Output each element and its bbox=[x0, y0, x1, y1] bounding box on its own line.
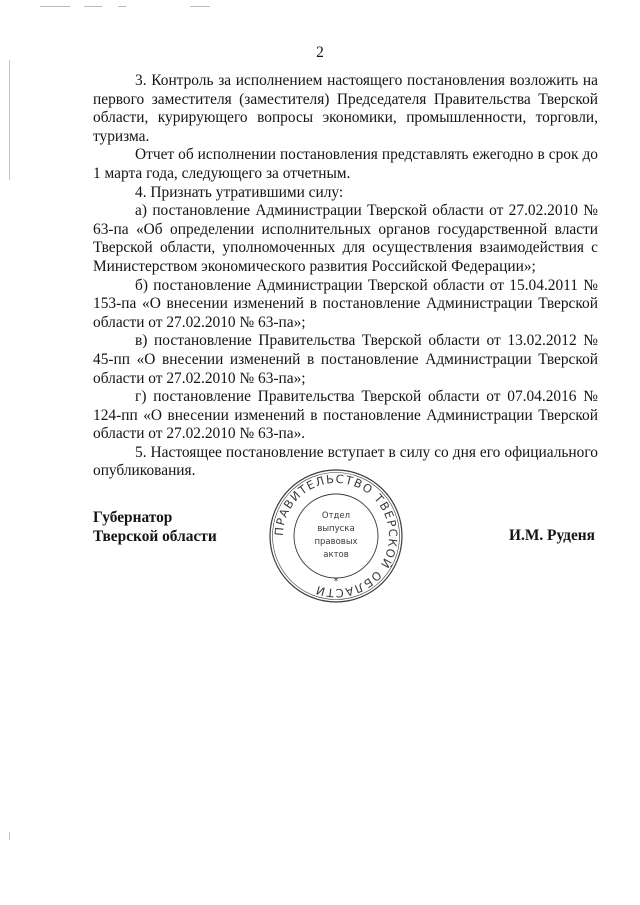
paragraph-4g: г) постановление Правительства Тверской области от 07.04.2016 № 124-пп «О внесении изменений в постановление Администрации Тверской области от 27.02.2010 № 63-па». bbox=[93, 388, 598, 443]
signatory-name: И.М. Руденя bbox=[509, 527, 595, 544]
scan-artifact-left-mark bbox=[9, 832, 10, 840]
paragraph-5-effective: 5. Настоящее постановление вступает в силу со дня его официального опубликования. bbox=[93, 443, 598, 480]
body-text bbox=[93, 72, 598, 481]
scan-artifact-left-edge bbox=[9, 60, 10, 180]
stamp-center-line-4: актов bbox=[323, 550, 349, 560]
stamp-seal-icon bbox=[268, 468, 404, 604]
paragraph-3-control: 3. Контроль за исполнением настоящего постановления возложить на первого заместителя (заместителя) Председателя Правительства Тверской области, курирующего вопросы экономики, промышленности, торговли, туризма. bbox=[93, 72, 598, 145]
scan-artifact-top bbox=[40, 6, 210, 8]
official-stamp bbox=[268, 468, 404, 604]
paragraph-4b: б) постановление Администрации Тверской области от 15.04.2011 № 153-па «О внесении изменений в постановление Администрации Тверской области от 27.02.2010 № 63-па»; bbox=[93, 276, 598, 331]
page-number: 2 bbox=[316, 44, 324, 61]
signatory-position-line1: Губернатор bbox=[93, 509, 173, 526]
paragraph-report: Отчет об исполнении постановления представлять ежегодно в срок до 1 марта года, следующего за отчетным. bbox=[93, 146, 598, 182]
stamp-center-line-3: правовых bbox=[314, 537, 358, 547]
paragraph-4-repeal: 4. Признать утратившими силу: bbox=[135, 183, 344, 201]
stamp-star-mark: * bbox=[333, 577, 339, 587]
stamp-center-line-2: выпуска bbox=[317, 524, 355, 534]
signatory-position-line2: Тверской области bbox=[93, 528, 217, 545]
signatory-position bbox=[93, 508, 217, 546]
paragraph-4v: в) постановление Правительства Тверской области от 13.02.2012 № 45-пп «О внесении изменений в постановление Администрации Тверской области от 27.02.2010 № 63-па»; bbox=[93, 332, 598, 387]
stamp-ring-text: ПРАВИТЕЛЬСТВО ТВЕРСКОЙ ОБЛАСТИ bbox=[271, 471, 401, 601]
stamp-center-line-1: Отдел bbox=[321, 511, 351, 521]
paragraph-4a: а) постановление Администрации Тверской области от 27.02.2010 № 63-па «Об определении исполнительных органов государственной власти Тверской области, уполномоченных для осуществления взаимодействия с Министерством экономического развития Российской Федерации»; bbox=[93, 202, 598, 275]
